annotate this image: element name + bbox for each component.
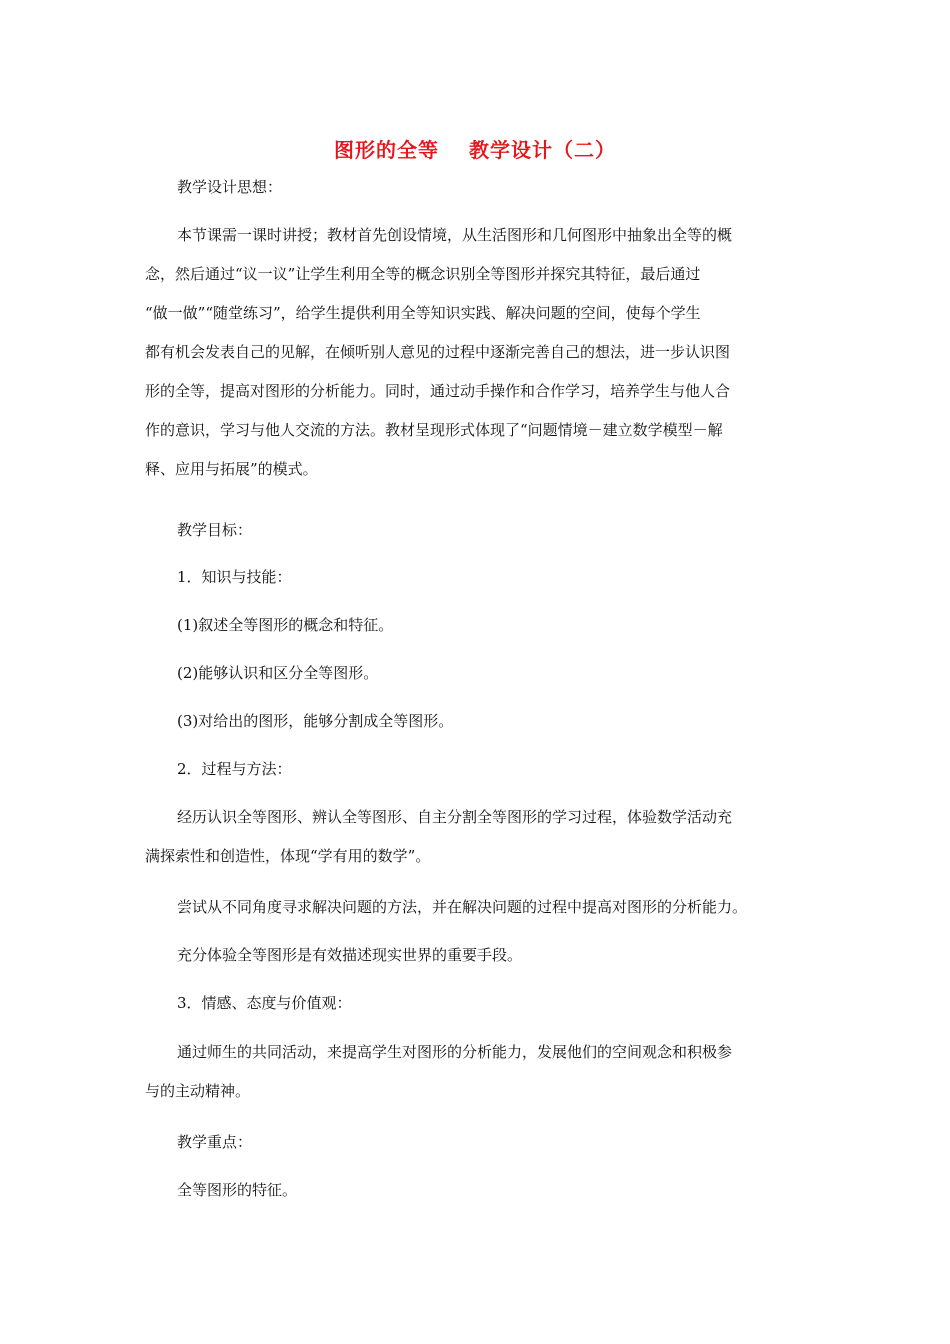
paragraph-line: “做一做”“随堂练习”，给学生提供利用全等知识实践、解决问题的空间，使每个学生 xyxy=(145,304,701,322)
paragraph-line: 念，然后通过“议一议”让学生利用全等的概念识别全等图形并探究其特征，最后通过 xyxy=(145,265,701,283)
goal3-heading: 3．情感、态度与价值观： xyxy=(177,994,352,1012)
goal1-item: (2)能够认识和区分全等图形。 xyxy=(177,664,379,682)
goal2-extra: 尝试从不同角度寻求解决问题的方法，并在解决问题的过程中提高对图形的分析能力。 xyxy=(177,898,748,916)
paragraph-line: 释、应用与拓展”的模式。 xyxy=(145,460,318,478)
paragraph-line: 与的主动精神。 xyxy=(145,1082,251,1100)
paragraph-line: 经历认识全等图形、辨认全等图形、自主分割全等图形的学习过程，体验数学活动充 xyxy=(177,808,733,826)
goal1-item: (3)对给出的图形，能够分割成全等图形。 xyxy=(177,712,454,730)
document-title xyxy=(145,136,805,164)
goal2-paragraph xyxy=(145,806,805,884)
paragraph-line: 形的全等，提高对图形的分析能力。同时，通过动手操作和合作学习，培养学生与他人合 xyxy=(145,382,731,400)
paragraph-line: 本节课需一课时讲授；教材首先创设情境，从生活图形和几何图形中抽象出全等的概 xyxy=(177,226,733,244)
goal1-item: (1)叙述全等图形的概念和特征。 xyxy=(177,616,394,634)
paragraph-line: 作的意识，学习与他人交流的方法。教材呈现形式体现了“问题情境－建立数学模型－解 xyxy=(145,421,723,439)
goals-heading: 教学目标： xyxy=(177,521,253,539)
goal3-paragraph xyxy=(145,1041,805,1119)
goal1-heading: 1．知识与技能： xyxy=(177,568,292,586)
title-main: 图形的全等 xyxy=(334,138,439,162)
design-heading: 教学设计思想： xyxy=(177,178,283,196)
paragraph-line: 通过师生的共同活动，来提高学生对图形的分析能力，发展他们的空间观念和积极参 xyxy=(177,1043,733,1061)
paragraph-line: 满探索性和创造性，体现“学有用的数学”。 xyxy=(145,847,431,865)
focus-text: 全等图形的特征。 xyxy=(177,1181,298,1199)
goal2-extra: 充分体验全等图形是有效描述现实世界的重要手段。 xyxy=(177,946,523,964)
design-paragraph xyxy=(145,224,805,497)
goal2-heading: 2．过程与方法： xyxy=(177,760,292,778)
paragraph-line: 都有机会发表自己的见解，在倾听别人意见的过程中逐渐完善自己的想法，进一步认识图 xyxy=(145,343,731,361)
focus-heading: 教学重点： xyxy=(177,1133,253,1151)
title-sub: 教学设计（二） xyxy=(469,138,616,162)
